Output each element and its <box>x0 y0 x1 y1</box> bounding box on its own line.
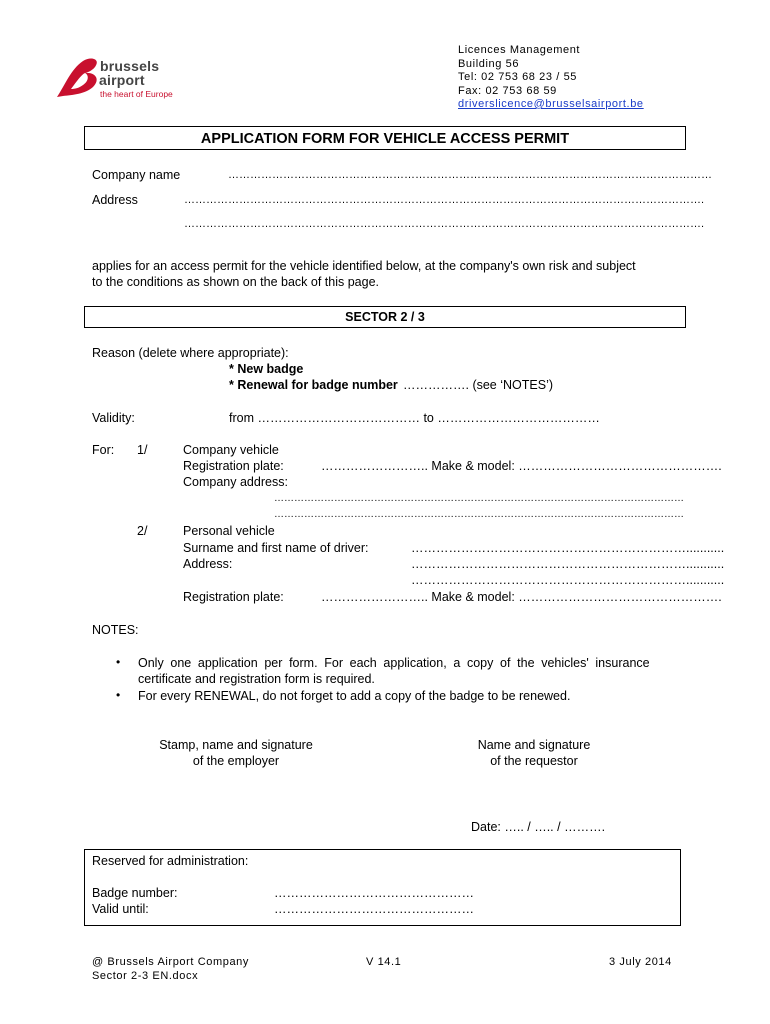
validity-label: Validity: <box>92 411 135 425</box>
driver-address-field-2[interactable]: …………………………………………………………........... <box>411 573 725 587</box>
new-badge-option[interactable]: * New badge <box>229 362 304 376</box>
logo-tagline: the heart of Europe <box>100 89 173 99</box>
administration-box <box>84 849 681 926</box>
date-field[interactable]: Date: ….. / ….. / ………. <box>471 820 606 834</box>
contact-fax: Fax: 02 753 68 59 <box>458 84 557 97</box>
renewal-badge-number-field[interactable]: ……………. (see ‘NOTES’) <box>403 378 554 392</box>
company-name-label: Company name <box>92 168 181 182</box>
applies-text-line1: applies for an access permit for the vehicle identified below, at the company's own risk and subject <box>92 259 636 273</box>
requestor-signature-label <box>434 737 634 769</box>
personal-vehicle-title: Personal vehicle <box>183 524 275 538</box>
address-field-2[interactable]: ……………………………………………………………………………………………………………………………. <box>184 218 705 230</box>
footer-date: 3 July 2014 <box>609 956 672 968</box>
contact-department: Licences Management <box>458 44 581 56</box>
logo-brand-line1: brussels <box>100 58 160 74</box>
driver-address-field-1[interactable]: …………………………………………………………........... <box>411 557 725 571</box>
notes-label: NOTES: <box>92 623 139 637</box>
valid-until-label: Valid until: <box>92 902 149 916</box>
address-label: Address <box>92 193 138 207</box>
company-vehicle-title: Company vehicle <box>183 443 279 457</box>
valid-until-field[interactable]: ………………………………………… <box>274 902 474 916</box>
for-label: For: <box>92 443 115 457</box>
employer-signature-line2: of the employer <box>192 754 280 768</box>
company-address-label: Company address: <box>183 475 288 489</box>
form-title-box <box>84 126 686 150</box>
address-field-1[interactable]: ……………………………………………………………………………………………………………………………. <box>184 194 705 206</box>
employer-signature-label <box>136 737 336 769</box>
bullet-icon: • <box>116 688 121 702</box>
note2: For every RENEWAL, do not forget to add a copy of the badge to be renewed. <box>138 689 571 703</box>
footer-left <box>92 956 249 983</box>
contact-email-link[interactable]: driverslicence@brusselsairport.be <box>458 98 644 110</box>
admin-title: Reserved for administration: <box>92 854 249 868</box>
bullet-icon: • <box>116 655 121 669</box>
sector-title: SECTOR 2 / 3 <box>345 310 425 324</box>
reason-label: Reason (delete where appropriate): <box>92 346 289 360</box>
sector-box <box>84 306 686 328</box>
footer-company: @ Brussels Airport Company <box>92 956 249 968</box>
logo-b-mark-icon <box>55 55 105 101</box>
badge-number-label: Badge number: <box>92 886 178 900</box>
driver-address-label: Address: <box>183 557 233 571</box>
brussels-airport-logo <box>55 55 180 103</box>
footer-file: Sector 2-3 EN.docx <box>92 969 199 982</box>
form-title: APPLICATION FORM FOR VEHICLE ACCESS PERMIT <box>200 131 570 147</box>
note1-line1: Only one application per form. For each application, a copy of the vehicles' insurance <box>138 656 650 670</box>
registration-plate-label: Registration plate: <box>183 459 284 473</box>
badge-number-field[interactable]: ………………………………………… <box>274 886 474 900</box>
applies-text-line2: to the conditions as shown on the back of this page. <box>92 275 379 289</box>
requestor-signature-line1: Name and signature <box>477 738 591 752</box>
validity-field[interactable]: from ………………………………… to ………………………………… <box>229 411 600 425</box>
driver-name-label: Surname and first name of driver: <box>183 541 369 555</box>
employer-signature-line1: Stamp, name and signature <box>159 738 313 752</box>
registration-plate-2-label: Registration plate: <box>183 590 284 604</box>
contact-building: Building 56 <box>458 57 520 70</box>
footer-version: V 14.1 <box>366 956 402 968</box>
company-address-field-1[interactable]: …………………………………………………………………………………………………………… <box>274 493 684 504</box>
option2-number: 2/ <box>137 524 148 538</box>
renewal-option[interactable]: * Renewal for badge number <box>229 378 398 392</box>
registration-plate-field[interactable]: …………………….. Make & model: …………………………………………. <box>321 459 722 473</box>
registration-plate-2-field[interactable]: …………………….. Make & model: …………………………………………. <box>321 590 722 604</box>
contact-block <box>458 44 644 112</box>
driver-name-field[interactable]: …………………………………………………………........... <box>411 541 725 555</box>
requestor-signature-line2: of the requestor <box>490 754 578 768</box>
logo-brand-line2: airport <box>99 72 145 88</box>
option1-number: 1/ <box>137 443 148 457</box>
company-address-field-2[interactable]: …………………………………………………………………………………………………………… <box>274 509 684 520</box>
company-name-field[interactable]: …………………………………………………………………………………………………………………… <box>228 169 712 181</box>
contact-phone: Tel: 02 753 68 23 / 55 <box>458 71 578 83</box>
note1-line2: certificate and registration form is required. <box>138 672 375 686</box>
